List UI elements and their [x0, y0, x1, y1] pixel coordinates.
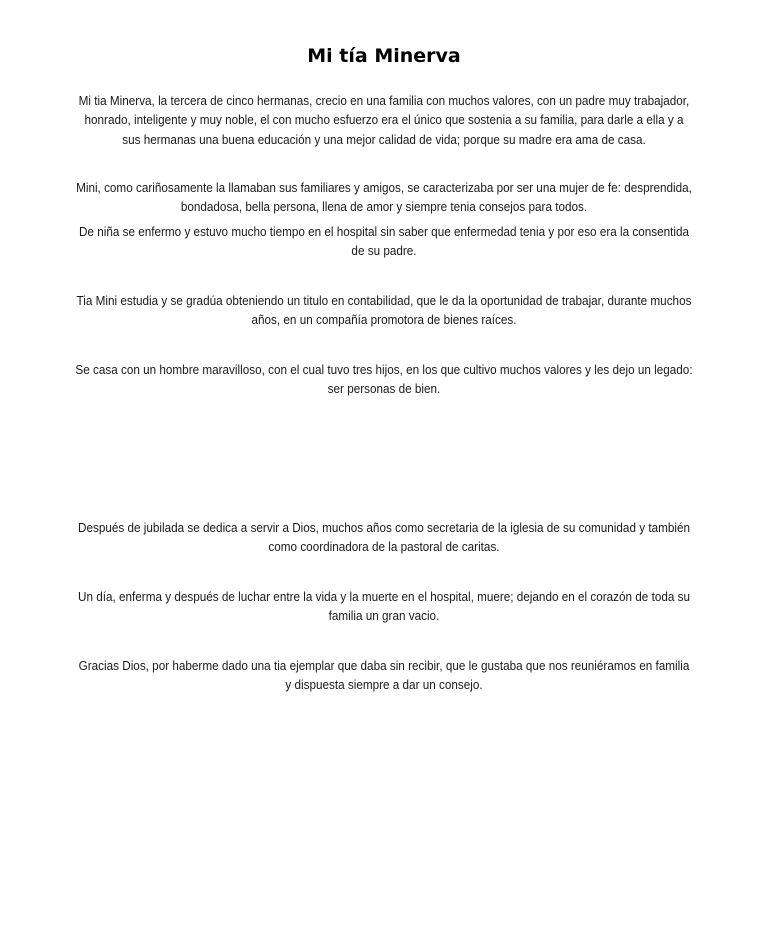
paragraph-studies: Tia Mini estudia y se gradúa obteniendo un titulo en contabilidad, que le da la oportunidad de trabajar, durante muchos años, en un compañía promotora de bienes raíces.: [76, 293, 692, 328]
paragraph-death: Un día, enferma y después de luchar entre la vida y la muerte en el hospital, muere; dejando en el corazón de toda su familia un gran vacio.: [77, 589, 690, 624]
paragraph-gratitude: Gracias Dios, por haberme dado una tia ejemplar que daba sin recibir, que le gustaba que nos reuniéramos en familia y dispuesta siempre a dar un consejo.: [78, 658, 690, 693]
paragraph-retirement: Después de jubilada se dedica a servir a Dios, muchos años como secretaria de la iglesia de su comunidad y también como coordinadora de la pastoral de caritas.: [78, 520, 690, 555]
paragraph-childhood: De niña se enfermo y estuvo mucho tiempo en el hospital sin saber que enfermedad tenia y por eso era la consentida de su padre.: [78, 224, 690, 259]
paragraph-family: Mi tia Minerva, la tercera de cinco hermanas, crecio en una familia con muchos valores, con un padre muy trabajador, honrado, inteligente y muy noble, el con mucho esfuerzo era el único que sostenia a su familia, para darle a ella y a sus hermanas una buena educación y una mejor calidad de vida; porque su madre era ama de casa.: [78, 93, 690, 147]
paragraph-character: Mini, como cariñosamente la llamaban sus familiares y amigos, se caracterizaba por ser una mujer de fe: desprendida, bondadosa, bella persona, llena de amor y siempre tenia consejos para todos.: [76, 180, 692, 215]
document-title: Mi tía Minerva: [307, 45, 461, 67]
paragraph-marriage: Se casa con un hombre maravilloso, con el cual tuvo tres hijos, en los que cultivo muchos valores y les dejo un legado: ser personas de bien.: [75, 362, 693, 397]
